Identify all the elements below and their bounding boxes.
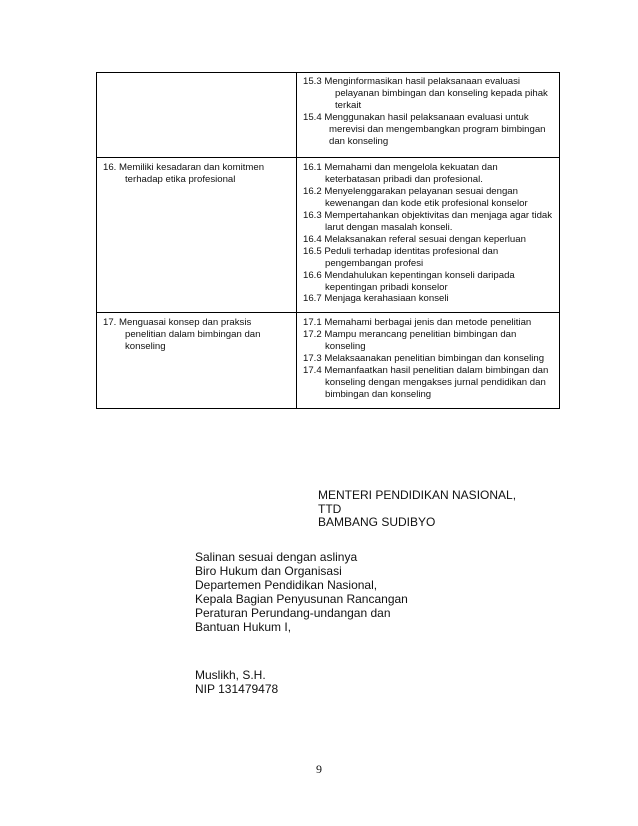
sub-competency-item: 16.4 Melaksanakan referal sesuai dengan keperluan: [303, 233, 526, 245]
copy-note: [195, 550, 408, 634]
copy-note-line: Departemen Pendidikan Nasional,: [195, 578, 378, 592]
page-number: 9: [316, 762, 322, 776]
competency-text: 16. Memiliki kesadaran dan komitmen terhadap etika profesional: [103, 162, 265, 186]
sub-competency-cell: [297, 73, 560, 158]
table-row: [97, 313, 560, 408]
signatory-title: MENTERI PENDIDIKAN NASIONAL,: [318, 488, 517, 502]
sub-competency-item: 17.1 Memahami berbagai jenis dan metode penelitian: [303, 317, 532, 329]
copy-note-line: Bantuan Hukum I,: [195, 620, 292, 634]
copy-note-line: Kepala Bagian Penyusunan Rancangan: [195, 592, 408, 606]
competency-text: 17. Menguasai konsep dan praksis penelitian dalam bimbingan dan konseling: [103, 317, 261, 353]
copy-note-line: Salinan sesuai dengan aslinya: [195, 550, 358, 564]
competency-cell: [97, 313, 297, 408]
sub-competency-item: 16.6 Mendahulukan kepentingan konseli daripada kepentingan pribadi konselor: [303, 269, 515, 293]
table-row: [97, 158, 560, 313]
competency-cell: [97, 158, 297, 313]
sub-competency-item: 16.5 Peduli terhadap identitas profesional dan pengembangan profesi: [303, 245, 499, 269]
official-block: [195, 668, 278, 696]
copy-note-line: Peraturan Perundang-undangan dan: [195, 606, 391, 620]
sub-competency-item: 17.3 Melaksaanakan penelitian bimbingan dan konseling: [303, 353, 545, 365]
sub-competency-cell: [297, 313, 560, 408]
sub-competency-item: 16.2 Menyelenggarakan pelayanan sesuai dengan kewenangan dan kode etik profesional konselor: [303, 186, 528, 210]
signature-ttd: TTD: [318, 501, 342, 516]
official-name: Muslikh, S.H.: [195, 668, 266, 682]
sub-competency-item: 16.7 Menjaga kerahasiaan konseli: [303, 293, 449, 305]
sub-competency-item: 15.3 Menginformasikan hasil pelaksanaan evaluasi pelayanan bimbingan dan konseling kepada pihak terkait: [303, 76, 548, 111]
sub-competency-item: 15.4 Menggunakan hasil pelaksanaan evaluasi untuk merevisi dan mengembangkan program bimbingan dan konseling: [303, 111, 546, 147]
signatory-name: BAMBANG SUDIBYO: [318, 515, 436, 530]
sub-competency-cell: [297, 158, 560, 313]
official-nip: NIP 131479478: [195, 682, 279, 696]
signature-block: [318, 489, 516, 530]
table-row: [97, 73, 560, 158]
sub-competency-item: 17.2 Mampu merancang penelitian bimbingan dan konseling: [303, 329, 517, 353]
competency-table: [96, 72, 560, 409]
copy-note-line: Biro Hukum dan Organisasi: [195, 564, 342, 578]
competency-cell: [97, 73, 297, 158]
sub-competency-item: 16.1 Memahami dan mengelola kekuatan dan keterbatasan pribadi dan profesional.: [303, 162, 498, 186]
sub-competency-item: 17.4 Memanfaatkan hasil penelitian dalam bimbingan dan konseling dengan mengakses jurnal pendidikan dan bimbingan dan konseling: [303, 364, 549, 400]
sub-competency-item: 16.3 Mempertahankan objektivitas dan menjaga agar tidak larut dengan masalah konseli.: [303, 210, 553, 233]
